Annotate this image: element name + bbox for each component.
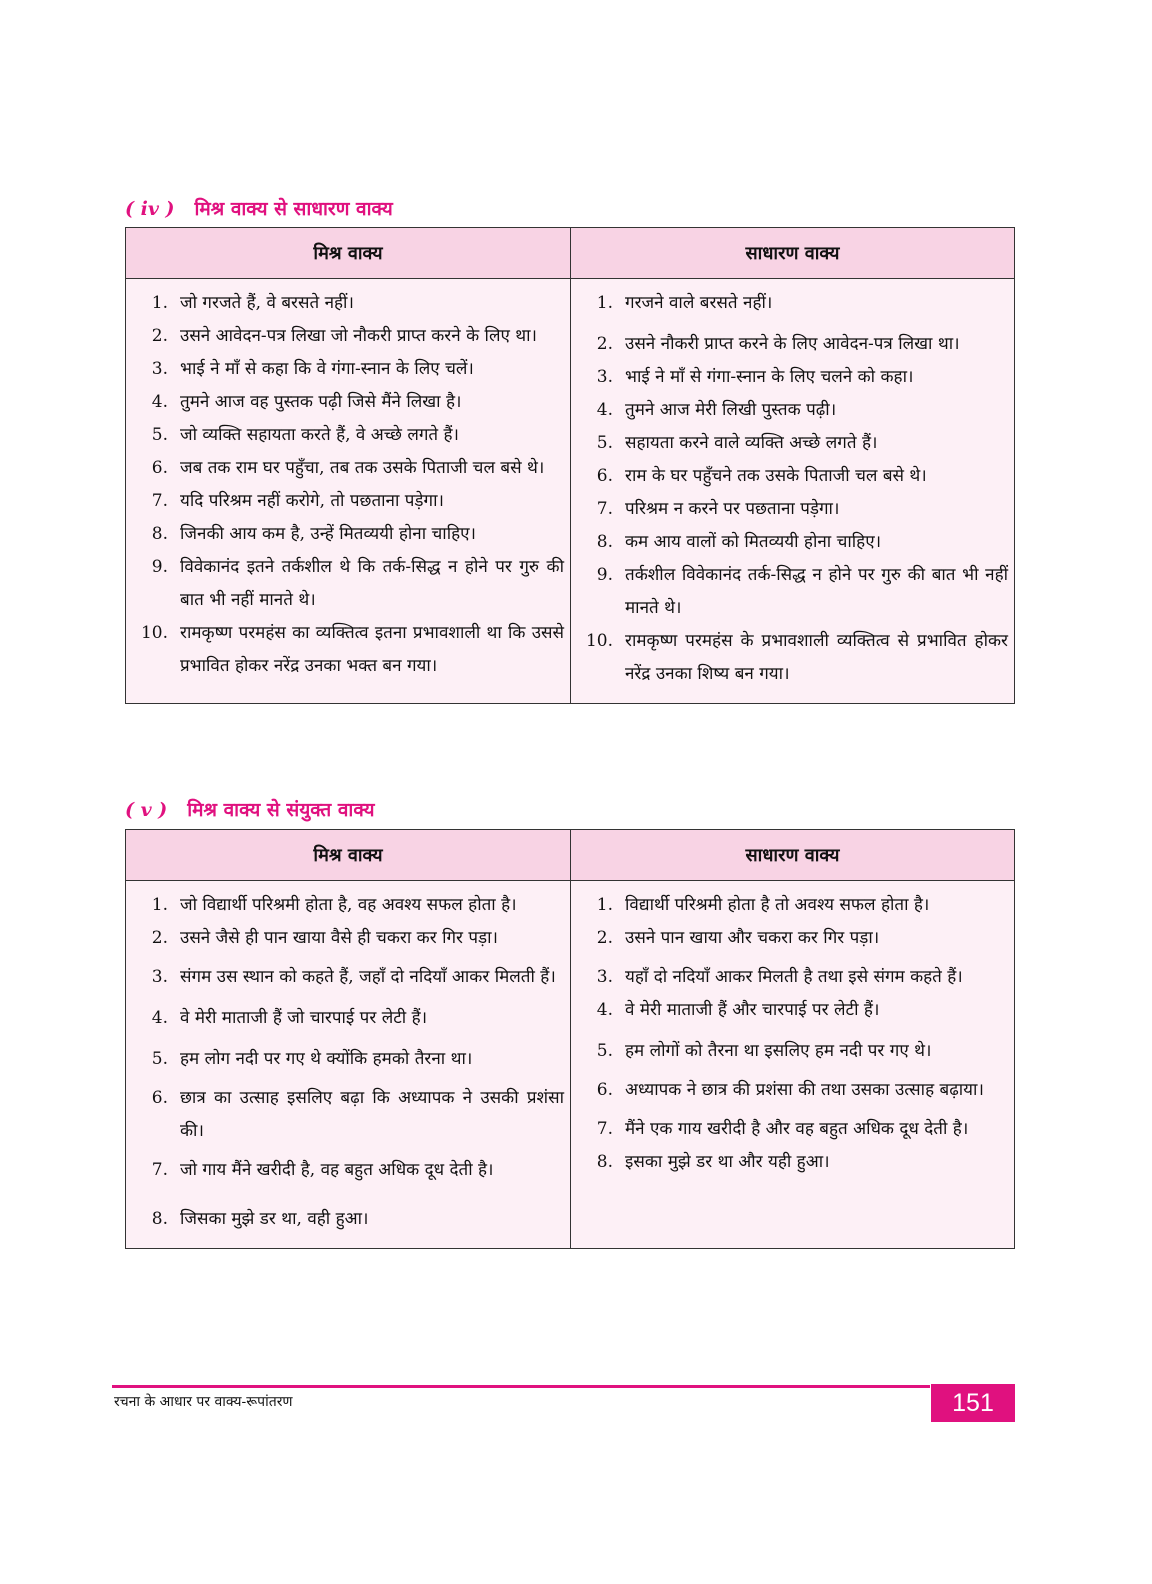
item-text: विवेकानंद इतने तर्कशील थे कि तर्क-सिद्ध न होने पर गुरु की बात भी नहीं मानते थे। xyxy=(180,557,564,610)
item-number: 10. xyxy=(585,631,613,651)
item-text: जो व्यक्ति सहायता करते हैं, वे अच्छे लगते हैं। xyxy=(180,425,460,445)
list-item xyxy=(577,287,1008,320)
item-text: तर्कशील विवेकानंद तर्क-सिद्ध न होने पर गुरु की बात भी नहीं मानते थे। xyxy=(625,565,1008,618)
item-text: उसने नौकरी प्राप्त करने के लिए आवेदन-पत्र लिखा था। xyxy=(625,334,960,354)
list-item xyxy=(577,361,1008,394)
item-text: जब तक राम घर पहुँचा, तब तक उसके पिताजी चल बसे थे। xyxy=(180,458,545,478)
item-text: राम के घर पहुँचने तक उसके पिताजी चल बसे थे। xyxy=(625,466,927,486)
list-item xyxy=(577,1035,1008,1068)
section-v-heading xyxy=(125,796,375,822)
list-item xyxy=(577,394,1008,427)
list-item xyxy=(132,353,564,386)
item-number: 3. xyxy=(596,967,613,987)
item-number: 10. xyxy=(140,623,168,643)
table-v-left-list xyxy=(132,889,564,1236)
list-item xyxy=(132,452,564,485)
item-number: 1. xyxy=(151,895,168,915)
list-item xyxy=(577,493,1008,526)
list-item xyxy=(577,994,1008,1027)
item-text: जो विद्यार्थी परिश्रमी होता है, वह अवश्य सफल होता है। xyxy=(180,895,517,915)
item-text: जिनकी आय कम है, उन्हें मितव्ययी होना चाहिए। xyxy=(180,524,476,544)
item-text: संगम उस स्थान को कहते हैं, जहाँ दो नदियाँ आकर मिलती हैं। xyxy=(180,967,556,987)
table-iv-col-right: साधारण वाक्य xyxy=(571,228,1015,279)
list-item xyxy=(577,1146,1008,1179)
list-item xyxy=(132,922,564,955)
list-item xyxy=(132,889,564,922)
list-item xyxy=(132,386,564,419)
item-number: 5. xyxy=(596,1041,613,1061)
item-number: 7. xyxy=(151,1160,168,1180)
item-text: जो गरजते हैं, वे बरसते नहीं। xyxy=(180,293,354,313)
table-v-left-cell xyxy=(126,881,571,1249)
item-text: गरजने वाले बरसते नहीं। xyxy=(625,293,773,313)
item-number: 6. xyxy=(151,458,168,478)
item-number: 1. xyxy=(596,293,613,313)
item-text: मैंने एक गाय खरीदी है और वह बहुत अधिक दूध देती है। xyxy=(625,1119,969,1139)
item-text: तुमने आज मेरी लिखी पुस्तक पढ़ी। xyxy=(625,400,837,420)
item-number: 9. xyxy=(596,565,613,585)
item-text: भाई ने माँ से गंगा-स्नान के लिए चलने को कहा। xyxy=(625,367,914,387)
table-v-right-cell xyxy=(571,881,1015,1249)
table-v-right-list xyxy=(577,889,1008,1179)
list-item xyxy=(577,526,1008,559)
list-item xyxy=(132,1002,564,1035)
item-number: 3. xyxy=(151,359,168,379)
item-number: 6. xyxy=(596,1080,613,1100)
table-iv-left-cell xyxy=(126,279,571,704)
list-item xyxy=(132,551,564,617)
item-text: कम आय वालों को मितव्ययी होना चाहिए। xyxy=(625,532,882,552)
list-item xyxy=(577,559,1008,625)
item-number: 8. xyxy=(151,524,168,544)
item-text: वे मेरी माताजी हैं जो चारपाई पर लेटी हैं। xyxy=(180,1008,428,1028)
list-item xyxy=(577,328,1008,361)
item-number: 3. xyxy=(596,367,613,387)
item-number: 8. xyxy=(596,1152,613,1172)
list-item xyxy=(577,460,1008,493)
item-number: 2. xyxy=(151,928,168,948)
table-iv-left-list xyxy=(132,287,564,683)
footer-rule xyxy=(112,1385,930,1388)
list-item xyxy=(132,518,564,551)
table-iv-right-list xyxy=(577,287,1008,691)
item-text: हम लोगों को तैरना था इसलिए हम नदी पर गए थे। xyxy=(625,1041,932,1061)
item-number: 4. xyxy=(596,1000,613,1020)
item-text: हम लोग नदी पर गए थे क्योंकि हमको तैरना था। xyxy=(180,1049,473,1069)
list-item xyxy=(132,617,564,683)
item-text: छात्र का उत्साह इसलिए बढ़ा कि अध्यापक ने उसकी प्रशंसा की। xyxy=(180,1088,564,1141)
list-item xyxy=(132,1154,564,1187)
item-text: यदि परिश्रम नहीं करोगे, तो पछताना पड़ेगा। xyxy=(180,491,444,511)
item-text: सहायता करने वाले व्यक्ति अच्छे लगते हैं। xyxy=(625,433,878,453)
list-item xyxy=(132,419,564,452)
item-text: इसका मुझे डर था और यही हुआ। xyxy=(625,1152,830,1172)
table-v-col-right: साधारण वाक्य xyxy=(571,830,1015,881)
table-v-col-left: मिश्र वाक्य xyxy=(126,830,571,881)
item-number: 3. xyxy=(151,967,168,987)
item-number: 6. xyxy=(151,1088,168,1108)
item-number: 2. xyxy=(596,928,613,948)
item-number: 7. xyxy=(151,491,168,511)
item-text: जिसका मुझे डर था, वही हुआ। xyxy=(180,1209,369,1229)
list-item xyxy=(132,1203,564,1236)
table-iv xyxy=(125,227,1015,704)
item-number: 2. xyxy=(596,334,613,354)
footer-chapter-title: रचना के आधार पर वाक्य-रूपांतरण xyxy=(114,1394,293,1410)
item-text: उसने जैसे ही पान खाया वैसे ही चकरा कर गिर पड़ा। xyxy=(180,928,498,948)
section-v-marker: ( v ) xyxy=(125,799,168,821)
item-text: उसने आवेदन-पत्र लिखा जो नौकरी प्राप्त करने के लिए था। xyxy=(180,326,537,346)
list-item xyxy=(132,961,564,994)
item-text: परिश्रम न करने पर पछताना पड़ेगा। xyxy=(625,499,840,519)
item-number: 2. xyxy=(151,326,168,346)
item-number: 1. xyxy=(596,895,613,915)
list-item xyxy=(132,320,564,353)
section-iv-heading xyxy=(125,195,393,221)
item-text: तुमने आज वह पुस्तक पढ़ी जिसे मैंने लिखा है। xyxy=(180,392,462,412)
item-number: 4. xyxy=(151,392,168,412)
list-item xyxy=(577,427,1008,460)
item-text: रामकृष्ण परमहंस के प्रभावशाली व्यक्तित्व से प्रभावित होकर नरेंद्र उनका शिष्य बन गया। xyxy=(625,631,1008,684)
list-item xyxy=(577,922,1008,955)
list-item xyxy=(132,1082,564,1148)
item-number: 9. xyxy=(151,557,168,577)
page-number: 151 xyxy=(931,1384,1015,1422)
item-number: 8. xyxy=(151,1209,168,1229)
item-number: 7. xyxy=(596,1119,613,1139)
item-text: अध्यापक ने छात्र की प्रशंसा की तथा उसका उत्साह बढ़ाया। xyxy=(625,1080,984,1100)
table-v xyxy=(125,829,1015,1249)
item-number: 5. xyxy=(596,433,613,453)
list-item xyxy=(132,287,564,320)
item-text: उसने पान खाया और चकरा कर गिर पड़ा। xyxy=(625,928,880,948)
item-text: वे मेरी माताजी हैं और चारपाई पर लेटी हैं। xyxy=(625,1000,880,1020)
item-number: 5. xyxy=(151,425,168,445)
list-item xyxy=(577,961,1008,994)
section-v-title: मिश्र वाक्य से संयुक्त वाक्य xyxy=(187,799,375,821)
list-item xyxy=(132,485,564,518)
item-text: भाई ने माँ से कहा कि वे गंगा-स्नान के लिए चलें। xyxy=(180,359,474,379)
item-text: विद्यार्थी परिश्रमी होता है तो अवश्य सफल होता है। xyxy=(625,895,930,915)
list-item xyxy=(577,625,1008,691)
item-number: 1. xyxy=(151,293,168,313)
item-number: 5. xyxy=(151,1049,168,1069)
list-item xyxy=(132,1043,564,1076)
section-iv-marker: ( iv ) xyxy=(125,198,175,220)
item-text: जो गाय मैंने खरीदी है, वह बहुत अधिक दूध देती है। xyxy=(180,1160,494,1180)
list-item xyxy=(577,889,1008,922)
item-number: 6. xyxy=(596,466,613,486)
item-number: 4. xyxy=(151,1008,168,1028)
item-number: 4. xyxy=(596,400,613,420)
list-item xyxy=(577,1074,1008,1107)
item-number: 8. xyxy=(596,532,613,552)
list-item xyxy=(577,1113,1008,1146)
item-text: रामकृष्ण परमहंस का व्यक्तित्व इतना प्रभावशाली था कि उससे प्रभावित होकर नरेंद्र उनका भक्त बन गया। xyxy=(180,623,564,676)
item-text: यहाँ दो नदियाँ आकर मिलती है तथा इसे संगम कहते हैं। xyxy=(625,967,963,987)
item-number: 7. xyxy=(596,499,613,519)
table-iv-right-cell xyxy=(571,279,1015,704)
table-iv-col-left: मिश्र वाक्य xyxy=(126,228,571,279)
section-iv-title: मिश्र वाक्य से साधारण वाक्य xyxy=(194,198,393,220)
